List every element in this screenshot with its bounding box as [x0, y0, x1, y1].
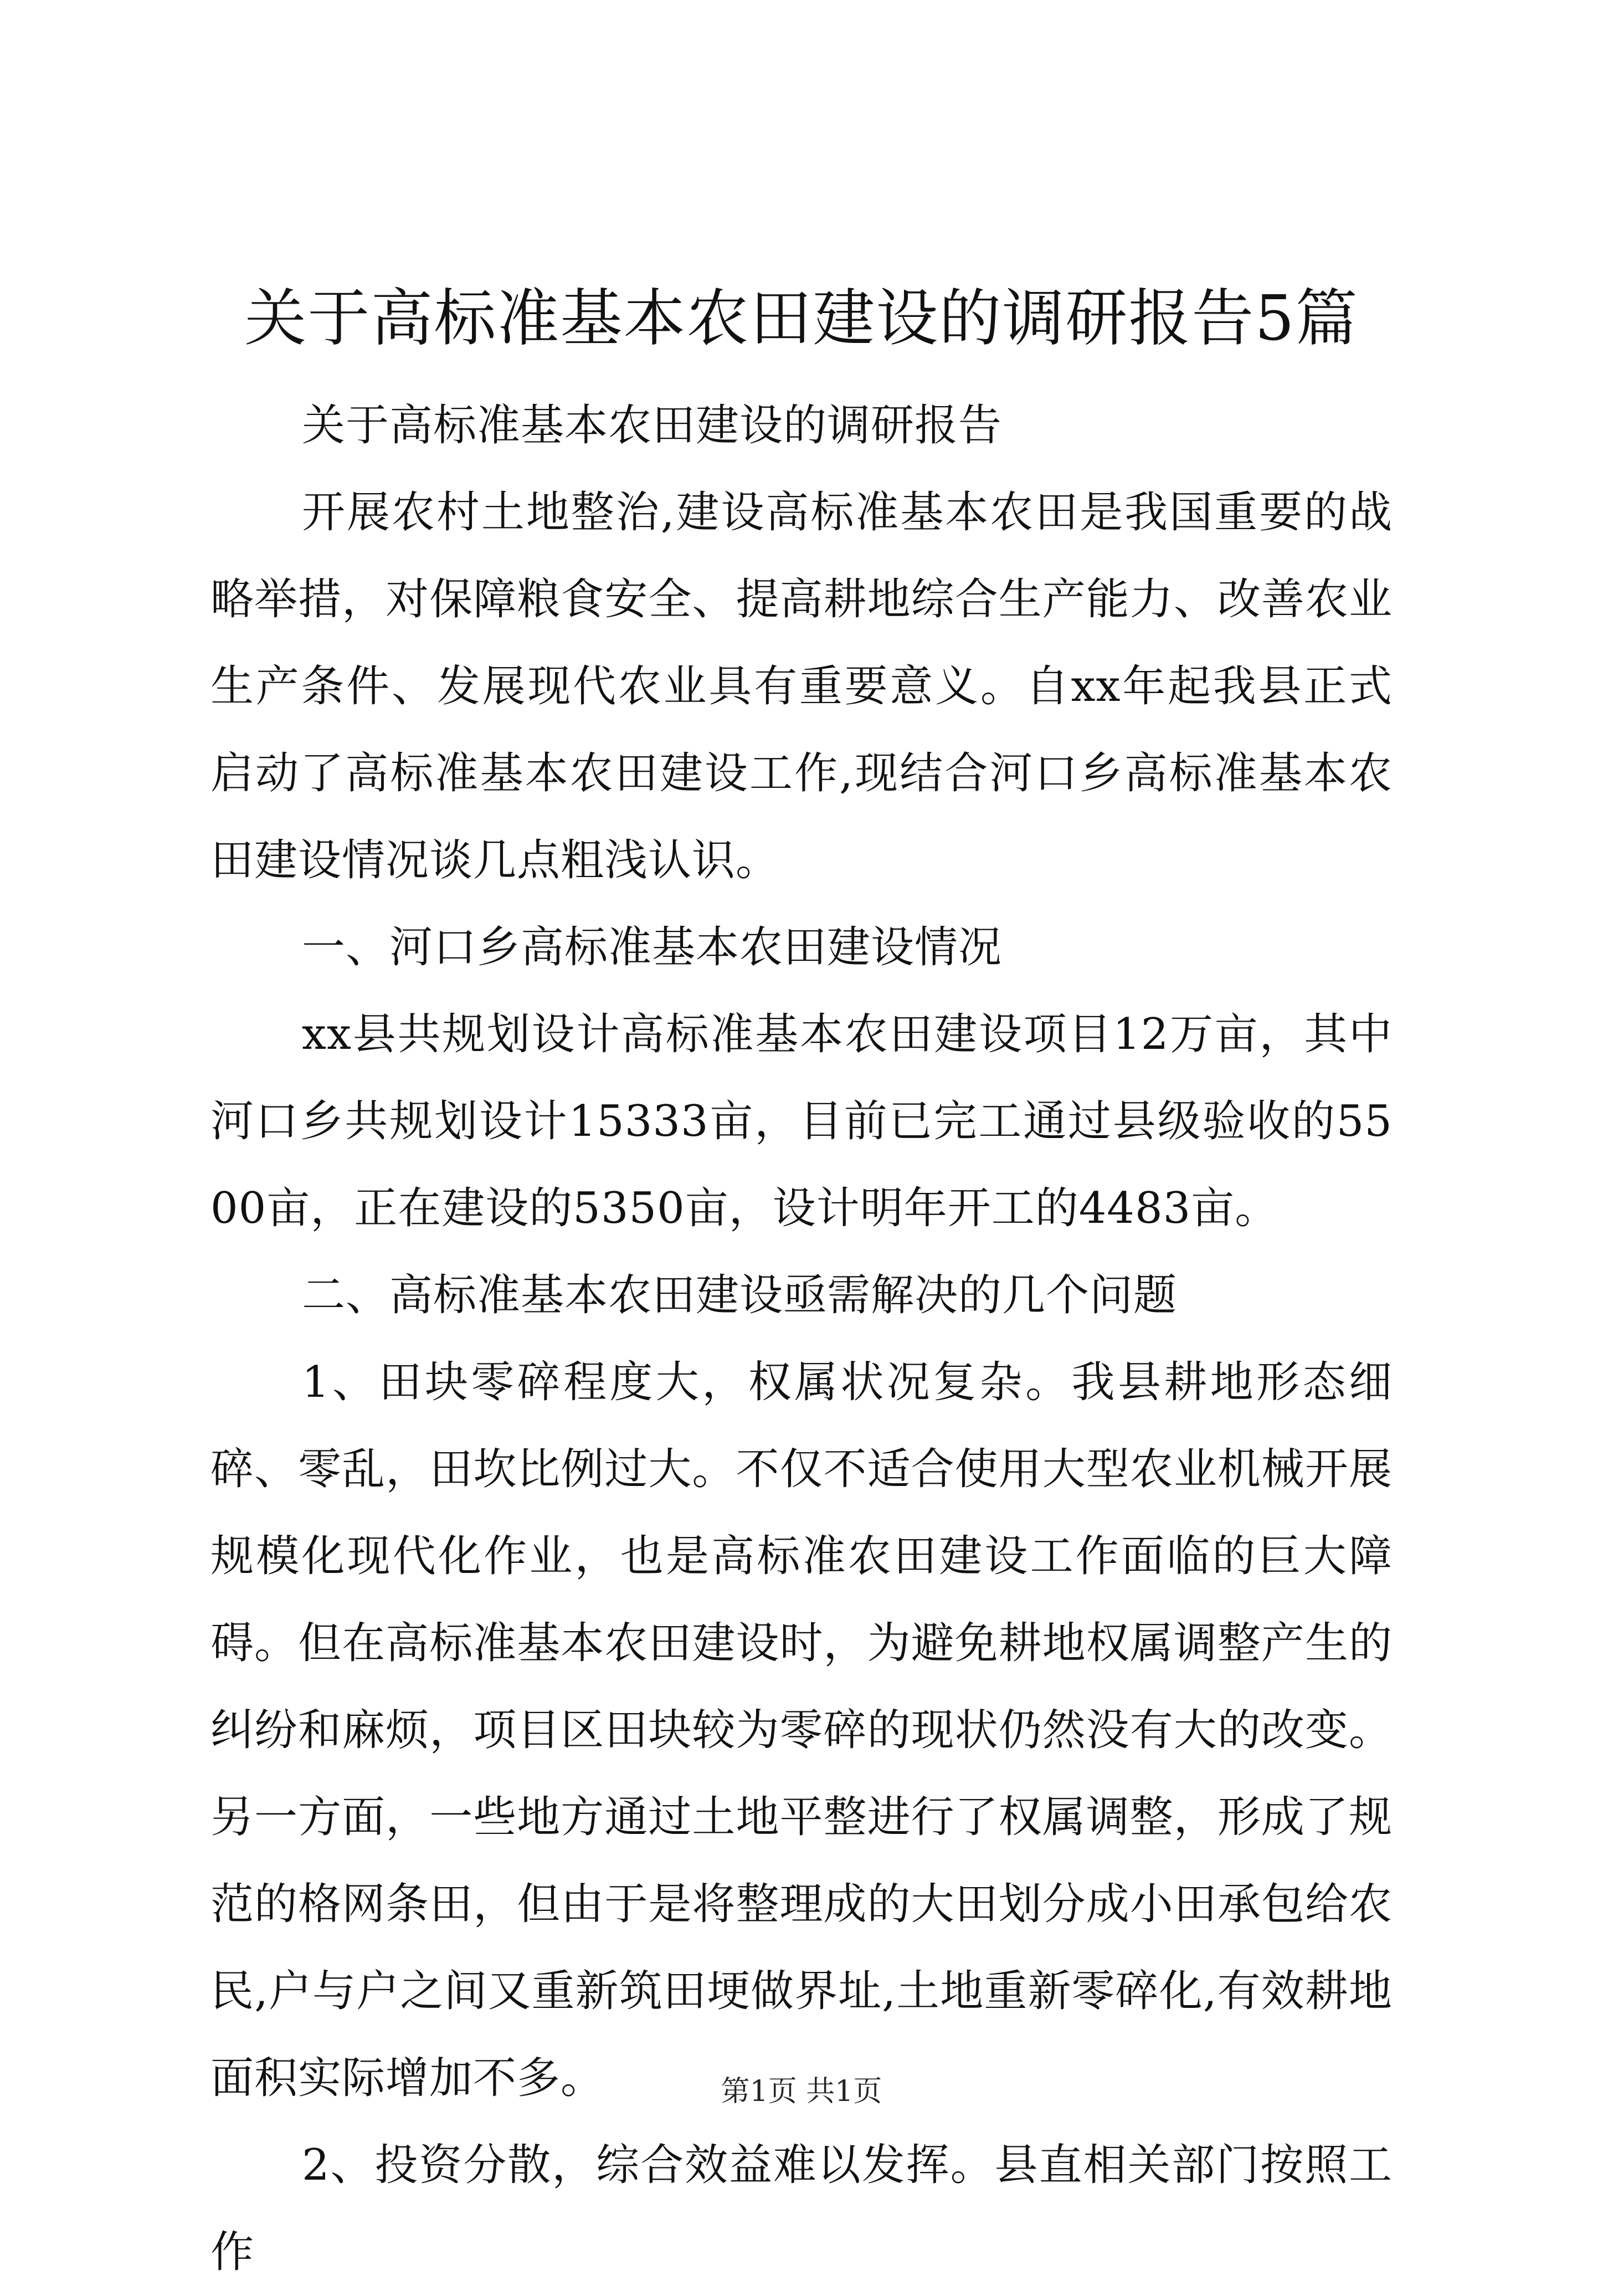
problem-1-paragraph: 1、田块零碎程度大，权属状况复杂。我县耕地形态细碎、零乱，田坎比例过大。不仅不适合使用大型农业机械开展规模化现代化作业，也是高标准农田建设工作面临的巨大障碍。但在高标准基本农田建设时，为避免耕地权属调整产生的纠纷和麻烦，项目区田块较为零碎的现状仍然没有大的改变。另一方面，一些地方通过土地平整进行了权属调整，形成了规范的格网条田，但由于是将整理成的大田划分成小田承包给农民,户与户之间又重新筑田埂做界址,土地重新零碎化,有效耕地面积实际增加不多。	[210, 1357, 1393, 2103]
problem-2-paragraph: 2、投资分散，综合效益难以发挥。县直相关部门按照工作	[210, 2140, 1393, 2277]
intro-paragraph: 开展农村土地整治,建设高标准基本农田是我国重要的战略举措，对保障粮食安全、提高耕地综合生产能力、改善农业生产条件、发展现代农业具有重要意义。自xx年起我县正式启动了高标准基本农田建设工作,现结合河口乡高标准基本农田建设情况谈几点粗浅认识。	[210, 488, 1393, 885]
section-heading-2: 二、高标准基本农田建设亟需解决的几个问题	[302, 1270, 1178, 1320]
document-body	[210, 382, 1393, 2296]
section-1-paragraph: xx县共规划设计高标准基本农田建设项目12万亩，其中河口乡共规划设计15333亩，目前已完工通过县级验收的5500亩，正在建设的5350亩，设计明年开工的4483亩。	[210, 1009, 1393, 1233]
section-heading-1: 一、河口乡高标准基本农田建设情况	[302, 922, 1003, 972]
document-title: 关于高标准基本农田建设的调研报告5篇	[244, 283, 1359, 355]
page-number-footer: 第1页 共1页	[721, 2075, 882, 2108]
subtitle-paragraph: 关于高标准基本农田建设的调研报告	[302, 401, 1003, 450]
